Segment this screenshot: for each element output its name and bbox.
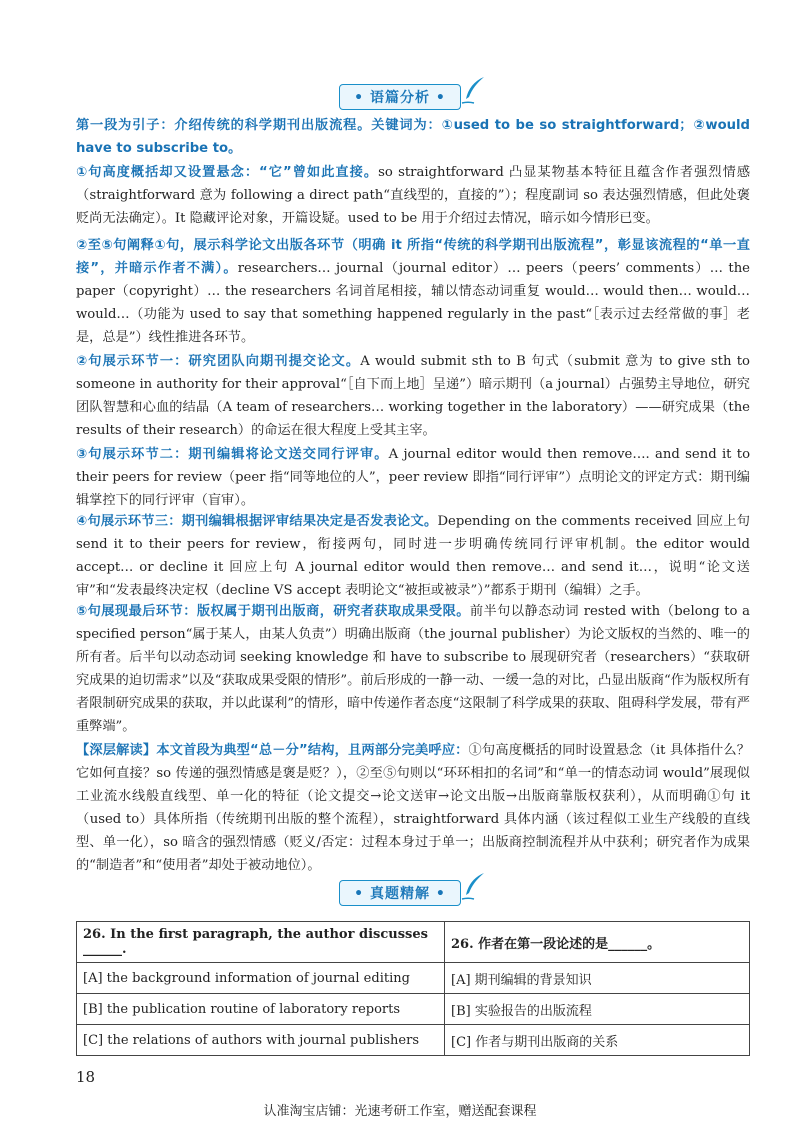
option-b-zh: [B] 实验报告的出版流程 xyxy=(445,994,750,1025)
option-row xyxy=(77,963,750,994)
option-row xyxy=(77,994,750,1025)
question-table xyxy=(76,921,750,1056)
footer-note: 认准淘宝店铺：光速考研工作室，赠送配套课程 xyxy=(263,1104,537,1119)
option-row xyxy=(77,1025,750,1056)
sentence-3-heading: ③句展示环节二：期刊编辑将论文送交同行评审。 xyxy=(76,447,389,462)
sentences-2-5-heading: ②至⑤句阐释①句，展示科学论文出版各环节（明确 it 所指“传统的科学期刊出版流程”，彰显该流程的“单一直接”，并暗示作者不满）。 xyxy=(76,238,750,276)
sentence-4-text: Depending on the comments received 回应上句 send it to their peers for review，衔接两句，同时进一步明确传统同行评审机制。the editor would accept… or decline it 回应上句 A journal editor would then remove… and send it…，说明“论文送审”和“发表最终决定权（decline VS accept 表明论文“被拒或被录”）”都系于期刊（编辑）之手。 xyxy=(76,514,750,598)
deep-reading-heading: 【深层解读】本文首段为典型“总－分”结构，且两部分完美呼应： xyxy=(76,743,469,758)
paragraph-intro xyxy=(76,114,750,160)
section-header-label: 真题精解 xyxy=(370,886,430,902)
question-stem-zh: 26. 作者在第一段论述的是______。 xyxy=(445,922,750,963)
page-number: 18 xyxy=(76,1068,96,1086)
section-header-questions: • 真题精解 • xyxy=(0,880,800,906)
sentence-2-heading: ②句展示环节一：研究团队向期刊提交论文。 xyxy=(76,354,361,369)
paragraph-sentence-1 xyxy=(76,161,750,230)
option-a-en: [A] the background information of journal editing xyxy=(77,963,445,994)
question-stem-en: 26. In the first paragraph, the author discusses ______. xyxy=(77,922,445,963)
quill-pen-icon xyxy=(460,75,486,105)
sentences-2-5-text: researchers… journal（journal editor）… peers（peers’ comments）… the paper（copyright）… the researchers 名词首尾相接，辅以情态动词重复 would… would then… would… would…（功能为 used to say that something happened regularly in the past“［表示过去经常做的事］老是，总是”）线性推进各环节。 xyxy=(76,261,750,345)
sentence-2-text: A would submit sth to B 句式（submit 意为 to give sth to someone in authority for their approval“［自下而上地］呈递”）暗示期刊（a journal）占强势主导地位，研究团队智慧和心血的结晶（A team of researchers… working together in the laboratory）——研究成果（the results of their research）的命运在很大程度上受其主宰。 xyxy=(76,354,750,438)
paragraph-sentence-2 xyxy=(76,350,750,442)
sentence-5-heading: ⑤句展现最后环节：版权属于期刊出版商，研究者获取成果受限。 xyxy=(76,604,470,619)
option-b-en: [B] the publication routine of laboratory reports xyxy=(77,994,445,1025)
sentence-5-text: 前半句以静态动词 rested with（belong to a specified person“属于某人，由某人负责”）明确出版商（the journal publisher）为论文版权的当然的、唯一的所有者。后半句以动态动词 seeking knowledge 和 have to subscribe to 展现研究者（researchers）“获取研究成果的迫切需求”以及“获取成果受限的情形”。前后形成的一静一动、一缓一急的对比，凸显出版商“作为版权所有者限制研究成果的获取，并以此谋利”的情形，暗中传递作者态度“这限制了科学成果的获取、阻碍科学发展，带有严重弊端”。 xyxy=(76,604,750,734)
section-header-label: 语篇分析 xyxy=(370,90,430,106)
paragraph-sentence-4 xyxy=(76,510,750,602)
intro-summary: 第一段为引子：介绍传统的科学期刊出版流程。关键词为：①used to be so straightforward；②would have to subscribe to。 xyxy=(76,118,750,156)
sentence-1-heading: ①句高度概括却又设置悬念：“它”曾如此直接。 xyxy=(76,165,379,180)
option-c-zh: [C] 作者与期刊出版商的关系 xyxy=(445,1025,750,1056)
option-a-zh: [A] 期刊编辑的背景知识 xyxy=(445,963,750,994)
paragraph-sentences-2-5 xyxy=(76,234,750,349)
sentence-3-text: A journal editor would then remove…. and send it to their peers for review（peer 指“同等地位的人”，peer review 即指“同行评审”）点明论文的评定方式：期刊编辑掌控下的同行评审（盲审）。 xyxy=(76,447,751,508)
sentence-4-heading: ④句展示环节三：期刊编辑根据评审结果决定是否发表论文。 xyxy=(76,514,438,529)
quill-pen-icon xyxy=(460,871,486,901)
paragraph-deep-reading xyxy=(76,739,750,877)
paragraph-sentence-3 xyxy=(76,443,750,512)
deep-reading-text: ①句高度概括的同时设置悬念（it 具体指什么？它如何直接？so 传递的强烈情感是褒是贬？），②至⑤句则以“环环相扣的名词”和“单一的情态动词 would”展现似工业流水线般直线型、单一化的特征（论文提交→论文送审→论文出版→出版商靠版权获利），从而明确①句 it（used to）具体所指（传统期刊出版的整个流程），straightforward 具体内涵（该过程似工业生产线般的直线型、单一化），so 暗含的强烈情感（贬义/否定：过程本身过于单一；出版商控制流程并从中获利；研究者作为成果的“制造者”和“使用者”却处于被动地位）。 xyxy=(76,743,750,873)
section-header-analysis: • 语篇分析 • xyxy=(0,84,800,110)
sentence-1-text: so straightforward 凸显某物基本特征且蕴含作者强烈情感（straightforward 意为 following a direct path“直线型的，直接的”）；程度副词 so 表达强烈情感，但此处褒贬尚无法确定）。It 隐藏评论对象，开篇设疑。used to be 用于介绍过去情况，暗示如今情形已变。 xyxy=(76,165,751,226)
question-stem-row xyxy=(77,922,750,963)
option-c-en: [C] the relations of authors with journal publishers xyxy=(77,1025,445,1056)
paragraph-sentence-5 xyxy=(76,600,750,738)
